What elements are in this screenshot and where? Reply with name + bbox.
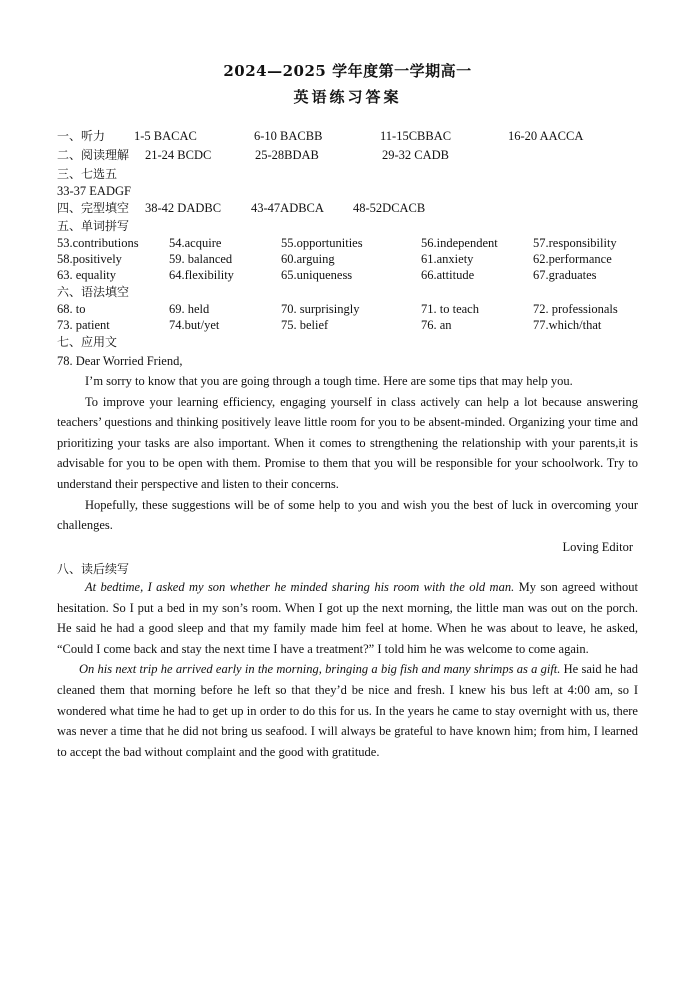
letter-greeting: 78. Dear Worried Friend, bbox=[57, 354, 183, 368]
spelling-answer: 55.opportunities bbox=[281, 236, 363, 250]
letter-paragraph: To improve your learning efficiency, engaging yourself in class actively can help a lot because answering teachers’ questions and thinking positively leave little room for you to be absent-minded. Organizing your time and prioritizing your tasks are also important. When it comes to strengthening the relationship with your parents,it is advisable for you to be open with them. Promise to them that you will be responsible for your schoolwork. Try to understand their perspective and listen to their concerns. bbox=[57, 394, 638, 491]
spelling-answer: 53.contributions bbox=[57, 236, 139, 250]
letter-body bbox=[57, 371, 638, 536]
grammar-label-row bbox=[57, 284, 129, 300]
reading-answer: 25-28BDAB bbox=[255, 148, 319, 162]
section-label-seven-five: 三、七选五 bbox=[57, 167, 118, 181]
spelling-answer: 62.performance bbox=[533, 252, 612, 266]
continuation-opening-sentence: At bedtime, I asked my son whether he minded sharing his room with the old man. bbox=[85, 580, 515, 594]
letter-paragraph: I’m sorry to know that you are going through a tough time. Here are some tips that may help you. bbox=[85, 374, 573, 388]
listening-answer: 6-10 BACBB bbox=[254, 129, 323, 143]
continuation-text: He said he had cleaned them that morning before he left so that they’d be nice and fresh. I knew his bus left at 4:00 am, so I wondered what time he had to get up in order to do this for us. In the years he came to stay overnight with us, there was never a time that he did not bring us seafood. I will always be grateful to have known him; from him, I learned to accept the bad without complaint and the good with gratitude. bbox=[57, 662, 638, 759]
cloze-row bbox=[57, 200, 129, 216]
spelling-answer: 60.arguing bbox=[281, 252, 335, 266]
spelling-answer: 63. equality bbox=[57, 268, 117, 282]
section-label-writing: 七、应用文 bbox=[57, 335, 118, 349]
seven-five-label-row bbox=[57, 166, 117, 182]
grammar-answer: 72. professionals bbox=[533, 302, 618, 316]
listening-answer: 16-20 AACCA bbox=[508, 129, 584, 143]
grammar-answer: 68. to bbox=[57, 302, 86, 316]
reading-answer: 21-24 BCDC bbox=[145, 148, 212, 162]
section-label-grammar: 六、语法填空 bbox=[57, 285, 130, 299]
continuation-text: My son agreed without hesitation. So I put a bed in my son’s room. When I got up the next morning, the little man was out on the porch. He said he had a good sleep and that my family made him feel at home. When he was about to leave, he asked, “Could I come back and stay the next time I have a treatment?” I told him he was welcome to come again. bbox=[57, 580, 638, 656]
cloze-answer: 38-42 DADBC bbox=[145, 201, 222, 215]
continuation-paragraph bbox=[57, 577, 638, 659]
spelling-answer: 59. balanced bbox=[169, 252, 233, 266]
listening-answer: 11-15CBBAC bbox=[380, 129, 452, 143]
continuation-paragraph bbox=[57, 659, 638, 762]
spelling-answer: 67.graduates bbox=[533, 268, 597, 282]
grammar-answer: 76. an bbox=[421, 318, 452, 332]
letter-paragraph: Hopefully, these suggestions will be of some help to you and wish you the best of luck in overcoming your challenges. bbox=[57, 497, 638, 533]
spelling-answer: 56.independent bbox=[421, 236, 498, 250]
grammar-answer: 74.but/yet bbox=[169, 318, 220, 332]
spelling-answer: 64.flexibility bbox=[169, 268, 234, 282]
grammar-answer: 73. patient bbox=[57, 318, 110, 332]
listening-row bbox=[57, 128, 105, 144]
spelling-answer: 65.uniqueness bbox=[281, 268, 353, 282]
writing-label-row bbox=[57, 334, 117, 350]
cloze-answer: 43-47ADBCA bbox=[251, 201, 324, 215]
reading-answer: 29-32 CADB bbox=[382, 148, 450, 162]
grammar-answer: 75. belief bbox=[281, 318, 329, 332]
listening-answer: 1-5 BACAC bbox=[134, 129, 197, 143]
reading-row bbox=[57, 147, 129, 163]
spelling-answer: 57.responsibility bbox=[533, 236, 617, 250]
continuation-body bbox=[57, 577, 638, 762]
seven-five-answer: 33-37 EADGF bbox=[57, 184, 131, 198]
letter-signature: Loving Editor bbox=[562, 540, 633, 554]
spelling-answer: 66.attitude bbox=[421, 268, 475, 282]
grammar-answer: 71. to teach bbox=[421, 302, 479, 316]
section-label-listening: 一、听力 bbox=[57, 129, 106, 143]
continuation-label-row bbox=[57, 561, 129, 577]
grammar-answer: 70. surprisingly bbox=[281, 302, 360, 316]
cloze-answer: 48-52DCACB bbox=[353, 201, 426, 215]
section-label-cloze: 四、完型填空 bbox=[57, 201, 130, 215]
spelling-label-row bbox=[57, 218, 129, 234]
grammar-answer: 69. held bbox=[169, 302, 210, 316]
page-title: 2024—2025 学年度第一学期高一 bbox=[223, 62, 472, 80]
section-label-continuation: 八、读后续写 bbox=[57, 562, 130, 576]
spelling-answer: 61.anxiety bbox=[421, 252, 474, 266]
grammar-answer: 77.which/that bbox=[533, 318, 602, 332]
continuation-opening-sentence: On his next trip he arrived early in the morning, bringing a big fish and many shrimps as a gift. bbox=[79, 662, 561, 677]
section-label-spelling: 五、单词拼写 bbox=[57, 219, 130, 233]
section-label-reading: 二、阅读理解 bbox=[57, 148, 130, 162]
spelling-answer: 58.positively bbox=[57, 252, 122, 266]
spelling-answer: 54.acquire bbox=[169, 236, 222, 250]
page-subtitle: 英语练习答案 bbox=[293, 88, 402, 106]
